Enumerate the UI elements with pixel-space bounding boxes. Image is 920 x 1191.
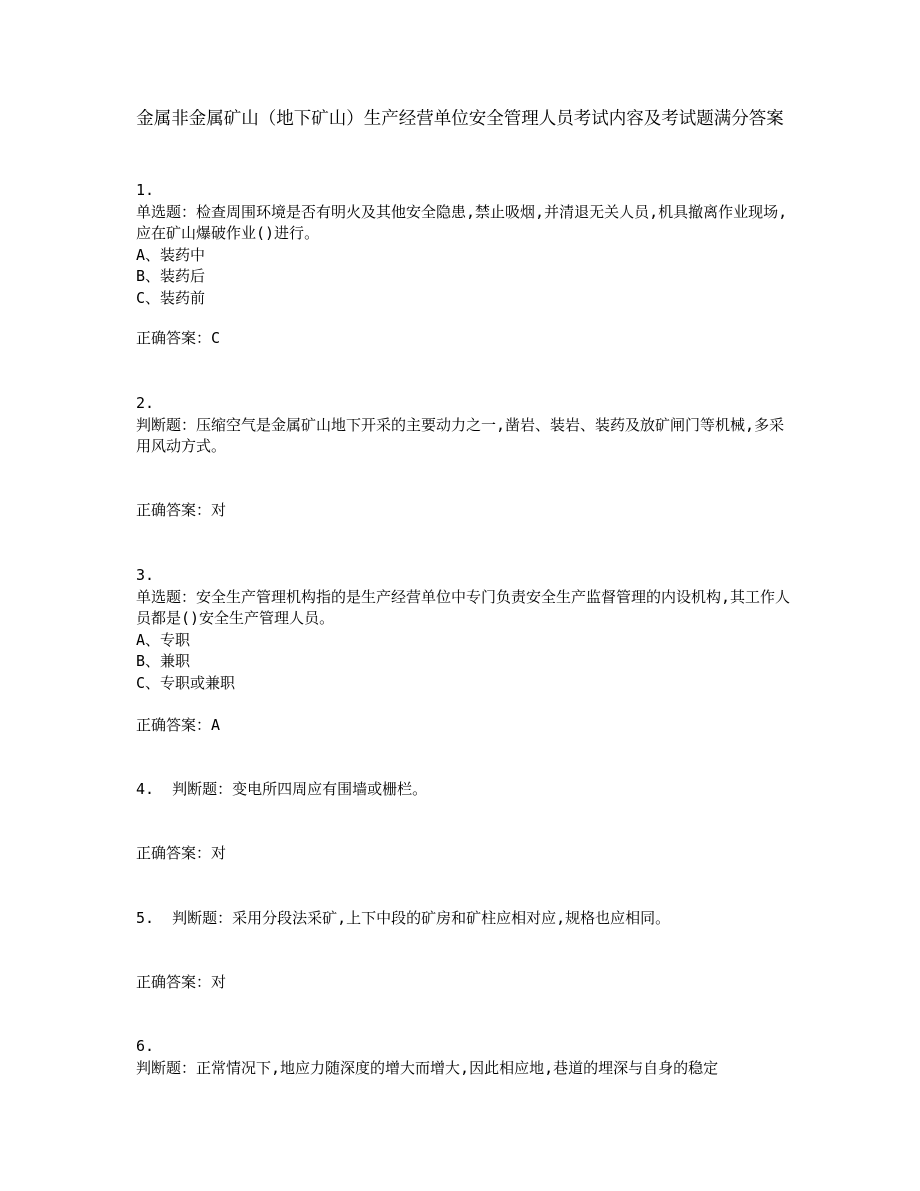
answer-2 [136,500,226,522]
question-number: 4. [136,780,155,798]
answer-label: 正确答案： [136,501,212,519]
document-title: 金属非金属矿山（地下矿山）生产经营单位安全管理人员考试内容及考试题满分答案 [136,109,784,129]
question-1 [136,180,796,309]
question-stem: 判断题：压缩空气是金属矿山地下开采的主要动力之一,凿岩、装岩、装药及放矿闸门等机械,多采用风动方式。 [136,415,785,455]
question-number: 5. [136,909,155,927]
option-c: C、装药前 [136,288,206,307]
question-stem: 判断题：采用分段法采矿,上下中段的矿房和矿柱应相对应,规格也应相同。 [172,909,671,927]
question-stem: 单选题：检查周围环境是否有明火及其他安全隐患,禁止吸烟,并清退无关人员,机具撤离作业现场,应在矿山爆破作业()进行。 [136,202,788,242]
answer-1 [136,328,220,350]
question-stem: 单选题：安全生产管理机构指的是生产经营单位中专门负责安全生产监督管理的内设机构,其工作人员都是()安全生产管理人员。 [136,587,791,627]
question-6 [136,1036,796,1079]
answer-value: 对 [211,844,227,862]
answer-5 [136,972,226,994]
answer-value: 对 [211,501,227,519]
question-number: 2. [136,394,155,412]
option-a: A、装药中 [136,245,206,264]
question-2 [136,393,796,458]
question-stem: 判断题：变电所四周应有围墙或栅栏。 [172,780,428,798]
answer-label: 正确答案： [136,844,212,862]
answer-3 [136,715,220,737]
answer-label: 正确答案： [136,716,212,734]
question-5 [136,908,796,930]
question-stem: 判断题：正常情况下,地应力随深度的增大而增大,因此相应地,巷道的埋深与自身的稳定 [136,1058,719,1077]
answer-label: 正确答案： [136,329,212,347]
question-3 [136,565,796,694]
answer-4 [136,843,226,865]
answer-label: 正确答案： [136,973,212,991]
answer-value: A [211,716,221,734]
answer-value: 对 [211,973,227,991]
question-4 [136,779,796,801]
question-number: 1. [136,181,155,199]
option-c: C、专职或兼职 [136,673,236,692]
option-b: B、兼职 [136,652,191,670]
answer-value: C [211,329,221,347]
question-number: 6. [136,1037,155,1055]
question-number: 3. [136,566,155,584]
option-b: B、装药后 [136,267,206,285]
option-a: A、专职 [136,630,191,649]
